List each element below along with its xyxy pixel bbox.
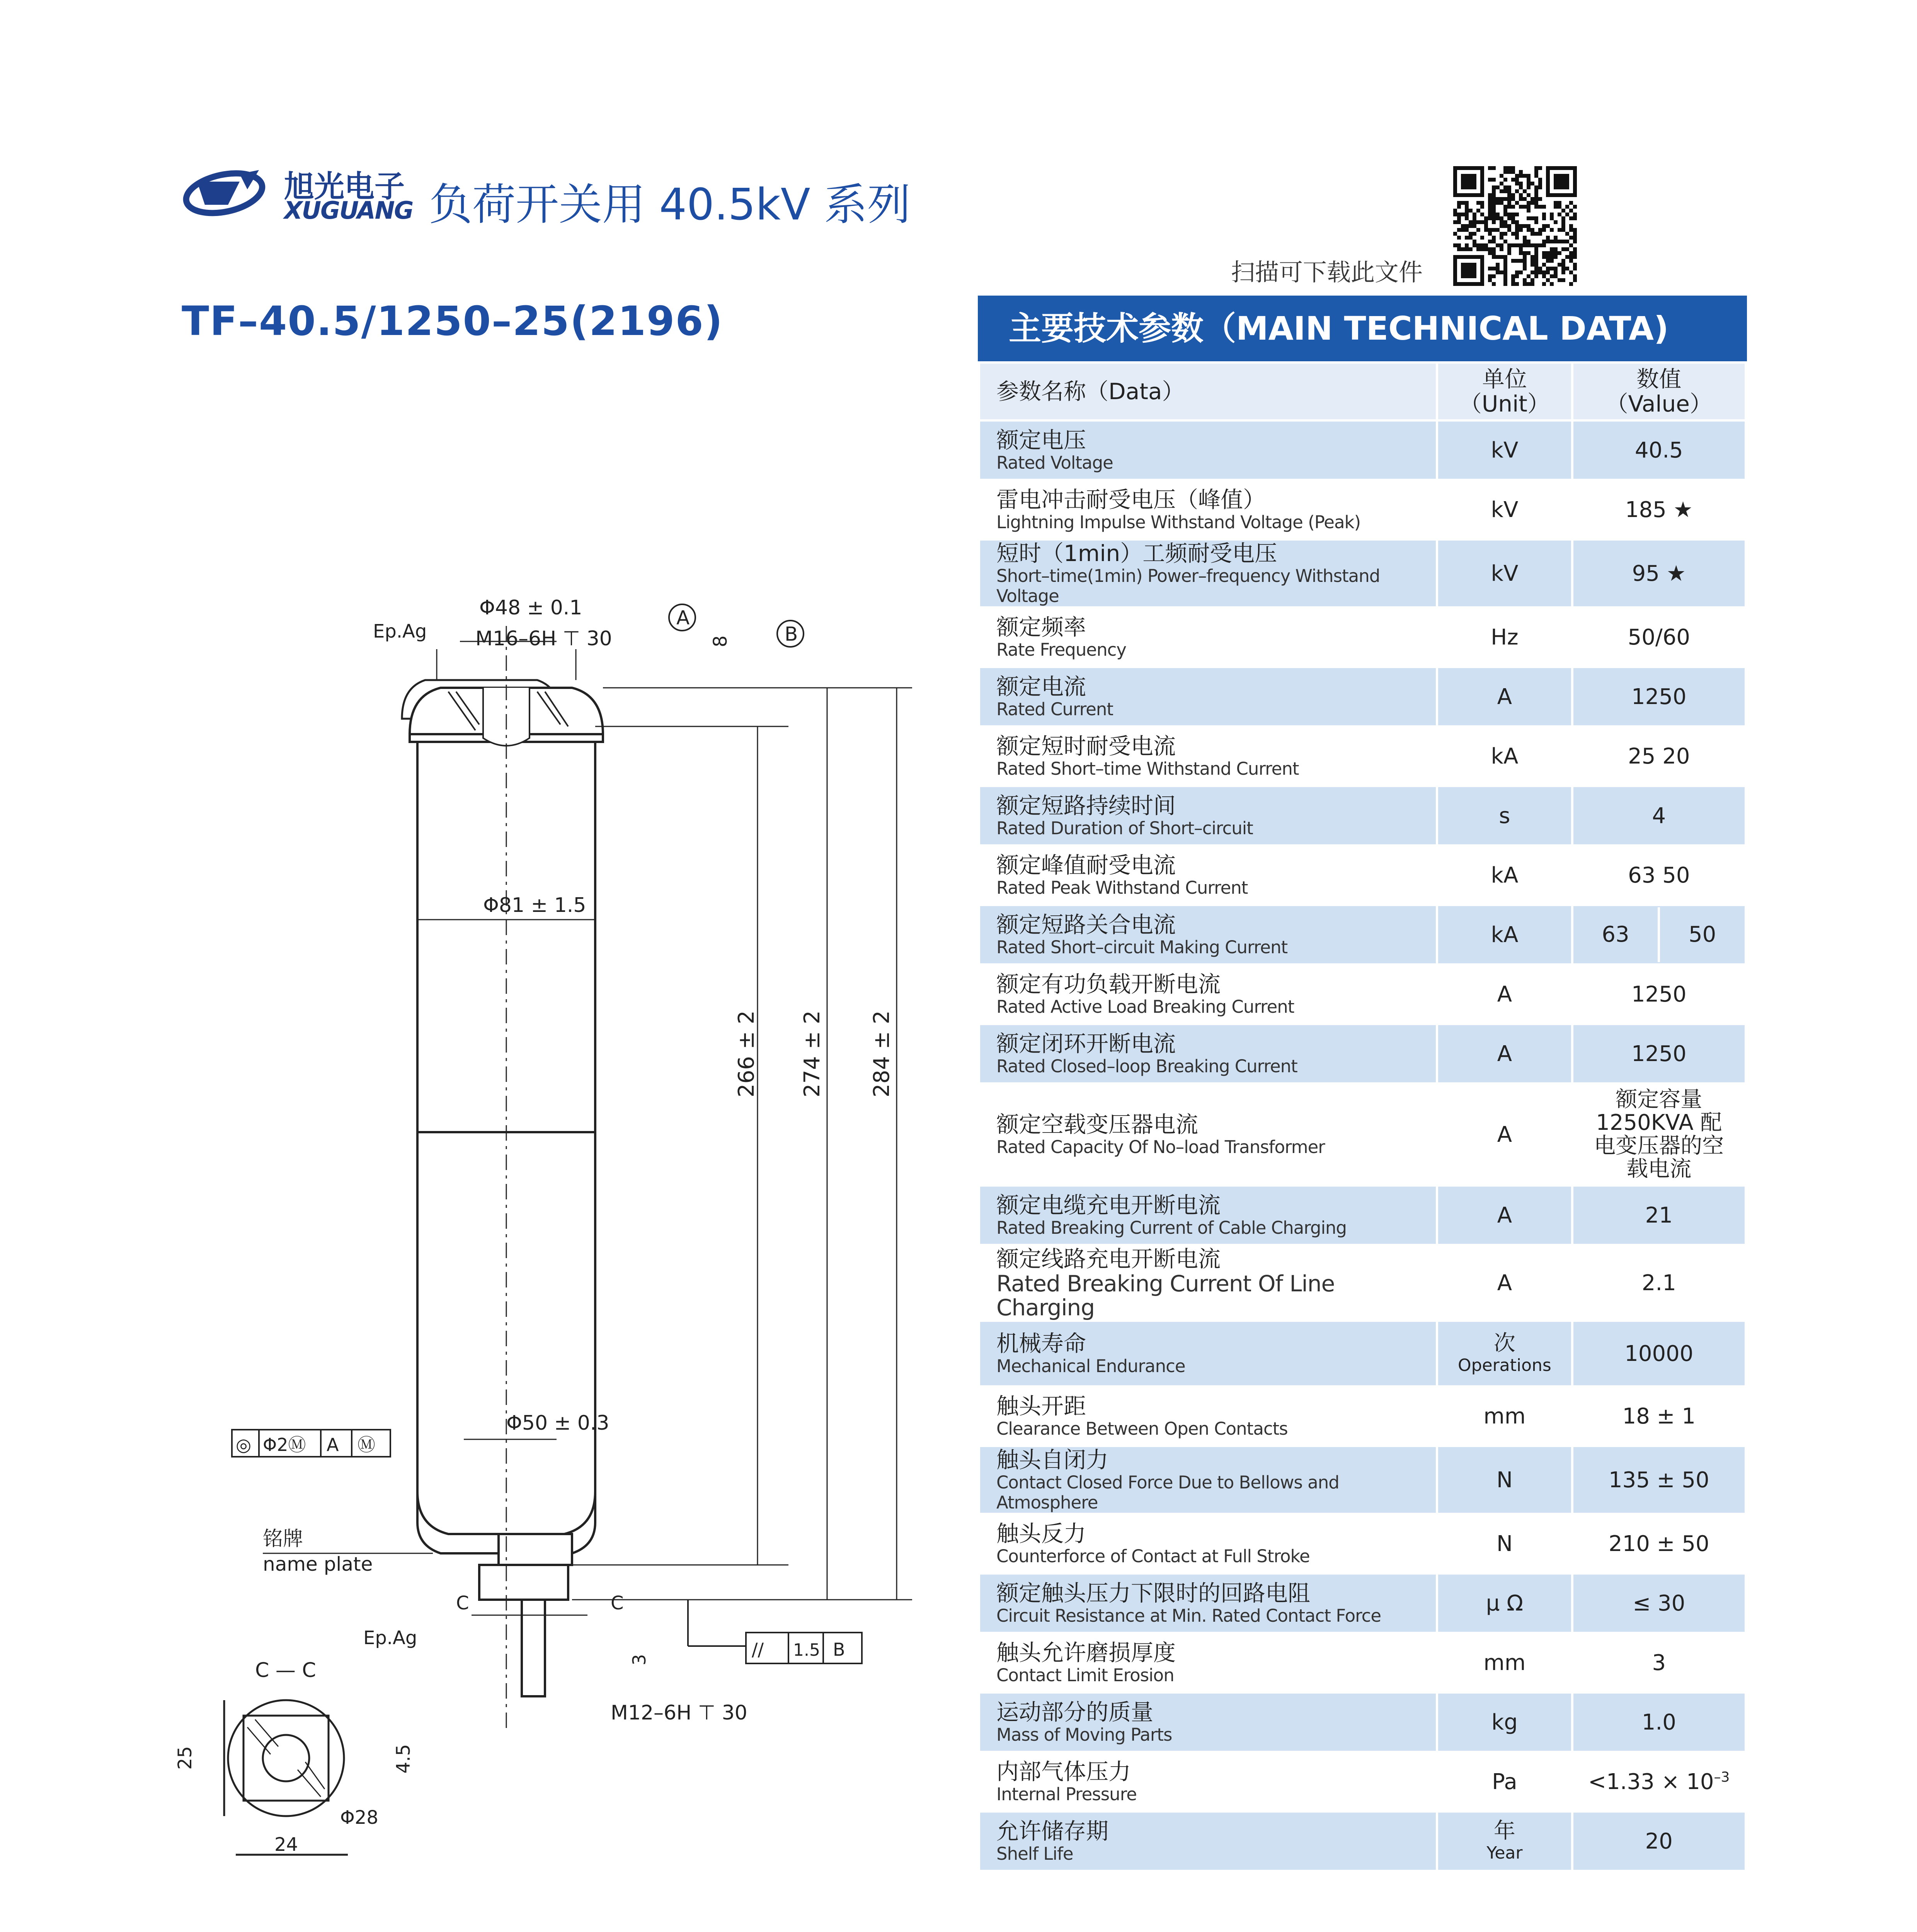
param-name-en: Rated Duration of Short–circuit [996,818,1253,838]
param-name-en: Rated Breaking Current Of Line Charging [996,1270,1335,1321]
table-row [979,539,1746,607]
value: ≤ 30 [1633,1590,1685,1616]
unit: kA [1491,922,1519,947]
dim-3: 3 [629,1654,650,1665]
dim-25: 25 [174,1746,196,1770]
value: 4 [1652,803,1666,828]
param-name-cn: 额定线路充电开断电流 [996,1246,1221,1272]
unit-en: Operations [1457,1355,1551,1375]
unit: kV [1491,497,1519,522]
param-name-en: Rated Peak Withstand Current [996,878,1248,898]
value: 10000 [1624,1341,1694,1366]
param-name-cn: 运动部分的质量 [996,1699,1154,1725]
col-param-header: 参数名称（Data） [996,378,1185,405]
param-name-en: Rated Short–time Withstand Current [996,759,1299,779]
param-name-cn: 额定空载变压器电流 [996,1111,1199,1138]
param-name-cn: 内部气体压力 [996,1759,1131,1785]
param-name-cn: 雷电冲击耐受电压（峰值） [996,486,1266,513]
brand-name-cn: 旭光电子 [284,169,405,204]
table-row [979,1692,1746,1752]
param-name-cn: 额定有功负载开断电流 [996,971,1221,997]
param-name-en: Contact Limit Erosion [996,1665,1174,1685]
nameplate-en: name plate [263,1553,373,1575]
datum-b: B [785,623,798,645]
param-name-cn: 额定触头压力下限时的回路电阻 [996,1580,1311,1606]
tol-datum: A [327,1434,339,1455]
value-base: <1.33 × 10 [1588,1769,1714,1794]
table-row [979,726,1746,786]
main-table-title: 主要技术参数（MAIN TECHNICAL DATA) [978,296,1747,361]
main-technical-table [978,361,1747,1872]
section-c-left: C [456,1592,469,1614]
unit: mm [1483,1650,1526,1675]
interrupter-drawing [170,572,966,1893]
unit: kA [1491,743,1519,769]
series-title: 负荷开关用 40.5kV 系列 [429,180,911,230]
col-unit-cn: 单位 [1482,366,1527,392]
unit-cn: 年 [1493,1818,1515,1844]
value: 40.5 [1634,437,1683,463]
param-name-cn: 允许储存期 [996,1818,1109,1844]
dim-274: 274 ± 2 [800,1010,825,1097]
dim-8: 8 [710,635,731,647]
dim-266: 266 ± 2 [734,1010,759,1097]
param-name-en: Contact Closed Force Due to Bellows and Atmosphere [996,1472,1339,1513]
qr-caption: 扫描可下载此文件 [1231,258,1423,286]
table-row [979,905,1746,964]
value-exp: –3 [1714,1769,1730,1785]
param-name-en: Mechanical Endurance [996,1356,1185,1376]
unit: μ Ω [1486,1590,1524,1616]
dim-24: 24 [274,1834,298,1855]
dim-45: 4.5 [393,1744,414,1774]
value: 95 ★ [1632,561,1686,586]
value: 1250 [1631,981,1687,1007]
thread-top: M16–6H ⊤ 30 [475,627,612,650]
table-row [979,420,1746,480]
section-c-right: C [611,1592,624,1614]
table-row [979,667,1746,726]
dim-top-diameter: Φ48 ± 0.1 [479,596,582,619]
param-name-cn: 机械寿命 [996,1330,1086,1357]
value: 210 ± 50 [1608,1531,1709,1556]
param-name-en: Rate Frequency [996,639,1126,660]
tol-value: Φ2Ⓜ [263,1434,306,1455]
table-row [979,845,1746,905]
value: 1250 [1631,1041,1687,1066]
table-row [979,964,1746,1024]
dim-body: Φ81 ± 1.5 [483,894,586,917]
parallel-value: 1.5 [793,1640,820,1660]
param-name-cn: 额定电缆充电开断电流 [996,1192,1221,1218]
table-row [979,1245,1746,1321]
param-name-cn: 额定短时耐受电流 [996,733,1176,759]
param-name-en: Shelf Life [996,1844,1073,1864]
param-name-en: Rated Capacity Of No–load Transformer [996,1137,1325,1157]
unit: A [1497,981,1512,1007]
unit: kV [1491,561,1519,586]
param-name-cn: 触头反力 [996,1520,1086,1547]
unit: A [1497,1202,1512,1228]
param-name-en: Short–time(1min) Power–frequency Withstand Voltage [996,566,1380,606]
brand-name-en: XUGUANG [284,196,413,224]
col-value-en: （Value） [1605,391,1712,417]
dim-284: 284 ± 2 [869,1010,894,1097]
dim-stem: Φ50 ± 0.3 [506,1412,609,1435]
table-row [979,1024,1746,1083]
unit: kg [1491,1709,1518,1735]
value: 3 [1652,1650,1666,1675]
param-name-en: Rated Short–circuit Making Current [996,937,1288,957]
value: 额定容量 1250KVA 配电变压器的空载电流 [1594,1087,1724,1182]
param-name-cn: 触头自闭力 [996,1447,1109,1473]
col-unit-en: （Unit） [1459,391,1550,417]
value: 20 [1645,1828,1673,1854]
unit: s [1499,803,1510,828]
value: 1.0 [1641,1709,1676,1735]
qr-code[interactable] [1453,166,1577,286]
table-row [979,1083,1746,1185]
value-a: 63 [1573,907,1660,962]
param-name-en: Rated Current [996,699,1113,719]
table-row [979,786,1746,845]
unit: A [1497,1270,1512,1296]
table-row [979,1321,1746,1386]
table-row [979,1633,1746,1692]
plating-bottom: Ep.Ag [363,1627,417,1649]
param-name-en: Lightning Impulse Withstand Voltage (Peak) [996,512,1361,532]
param-name-cn: 短时（1min）工频耐受电压 [996,540,1277,566]
value: 185 ★ [1625,497,1693,522]
param-name-cn: 触头允许磨损厚度 [996,1639,1176,1666]
param-name-en: Mass of Moving Parts [996,1725,1172,1745]
param-name-cn: 额定短路关合电流 [996,912,1176,938]
parallel-symbol: // [752,1639,764,1660]
param-name-cn: 额定电流 [996,673,1086,700]
dim-28: Φ28 [340,1807,378,1828]
main-table-header-row [979,362,1746,420]
unit: A [1497,1122,1512,1147]
value: 135 ± 50 [1608,1467,1709,1493]
table-row [979,1185,1746,1245]
value-b: 50 [1689,922,1716,947]
table-row [979,1811,1746,1871]
unit-cn: 次 [1493,1331,1515,1356]
value: 63 50 [1628,862,1690,888]
param-name-en: Counterforce of Contact at Full Stroke [996,1546,1310,1566]
table-row [979,1514,1746,1573]
param-name-en: Internal Pressure [996,1784,1137,1804]
unit: Pa [1492,1769,1517,1794]
unit: N [1496,1467,1513,1493]
unit-en: Year [1486,1843,1523,1863]
param-name-cn: 额定峰值耐受电流 [996,852,1176,878]
unit: A [1497,684,1512,709]
unit: Hz [1491,624,1519,650]
param-name-en: Rated Closed–loop Breaking Current [996,1056,1297,1077]
param-name-cn: 额定闭环开断电流 [996,1031,1176,1057]
unit: A [1497,1041,1512,1066]
section-label: C — C [255,1659,316,1682]
unit: kA [1491,862,1519,888]
param-name-en: Rated Active Load Breaking Current [996,997,1294,1017]
table-row [979,1386,1746,1446]
table-row [979,480,1746,539]
col-value-cn: 数值 [1636,366,1682,392]
param-name-cn: 触头开距 [996,1393,1086,1419]
tol-symbol: ◎ [236,1434,252,1455]
table-row [979,1573,1746,1633]
param-name-en: Rated Voltage [996,452,1113,473]
datum-a: A [676,607,690,629]
param-name-en: Circuit Resistance at Min. Rated Contact Force [996,1605,1381,1626]
thread-bottom: M12–6H ⊤ 30 [611,1701,747,1725]
param-name-en: Rated Breaking Current of Cable Charging [996,1218,1347,1238]
param-name-en: Clearance Between Open Contacts [996,1418,1288,1439]
value: 25 20 [1628,743,1690,769]
table-row [979,1752,1746,1811]
model-title: TF–40.5/1250–25(2196) [182,298,724,345]
table-row [979,607,1746,667]
unit: mm [1483,1403,1526,1429]
parallel-datum: B [833,1639,845,1660]
value: 50/60 [1628,624,1690,650]
plating-top: Ep.Ag [373,621,427,642]
value: 2.1 [1641,1270,1676,1296]
unit: N [1496,1531,1513,1556]
nameplate-cn: 铭牌 [263,1527,303,1551]
param-name-cn: 额定频率 [996,614,1086,640]
table-row [979,1446,1746,1514]
value: 1250 [1631,684,1687,709]
value: 21 [1645,1202,1673,1228]
value: 18 ± 1 [1622,1403,1696,1429]
param-name-cn: 额定短路持续时间 [996,793,1176,819]
unit: kV [1491,437,1519,463]
param-name-cn: 额定电压 [996,427,1086,453]
tol-modifier: Ⓜ [358,1434,375,1455]
